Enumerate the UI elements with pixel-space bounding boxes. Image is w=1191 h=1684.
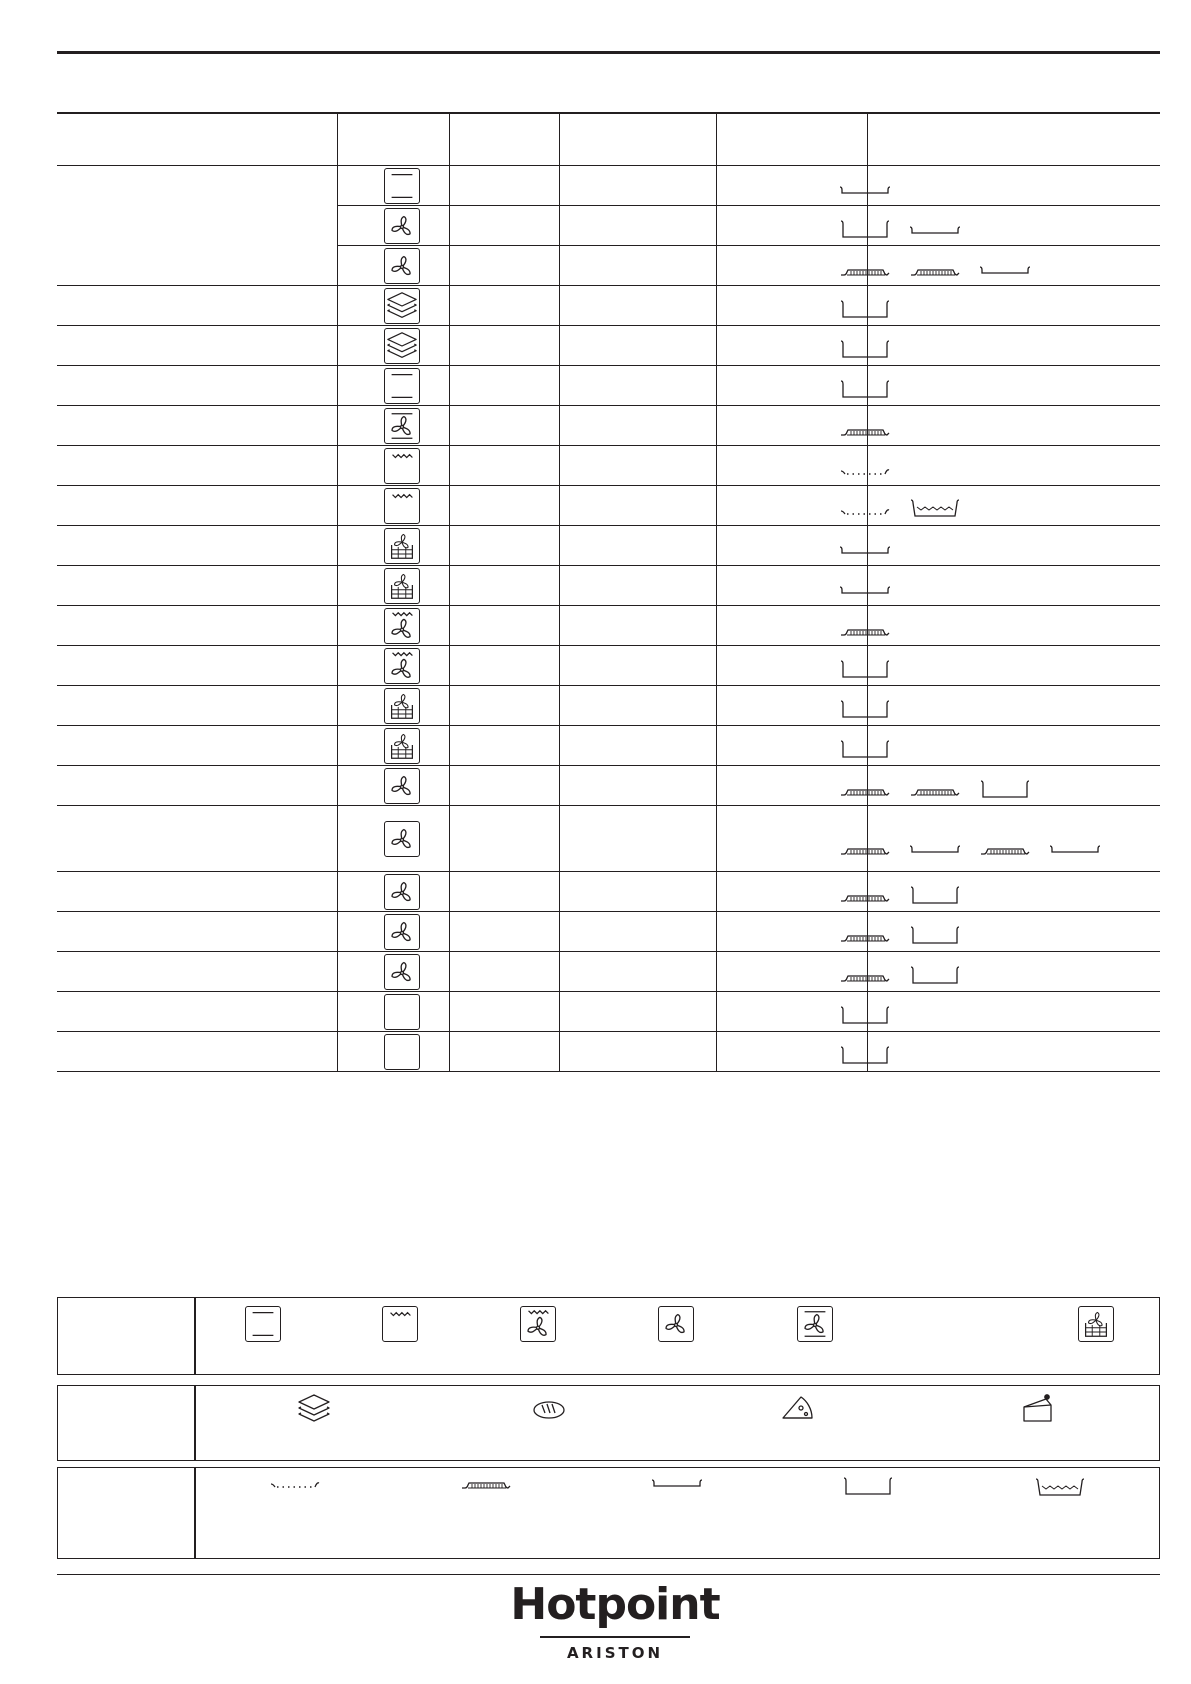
cake-tin-icon <box>839 1005 891 1030</box>
column-divider <box>559 606 560 645</box>
cake-tin-icon <box>842 1476 894 1501</box>
eco-forced-air-icon <box>384 568 420 604</box>
wire-shelf-icon <box>909 263 961 284</box>
column-divider <box>449 486 450 525</box>
eco-forced-air-icon <box>384 688 420 724</box>
cake-tin-icon <box>909 965 961 990</box>
column-divider <box>449 726 450 765</box>
column-divider <box>559 566 560 605</box>
brand-logo <box>500 1578 730 1678</box>
column-divider <box>449 952 450 991</box>
logo-subtitle: ARISTON <box>566 1644 664 1662</box>
wire-shelf-icon <box>839 889 891 910</box>
column-divider <box>716 114 717 165</box>
column-divider <box>337 646 338 685</box>
column-divider <box>449 286 450 325</box>
cake-tin-icon <box>909 925 961 950</box>
column-divider <box>449 206 450 245</box>
cake-icon <box>1020 1391 1056 1427</box>
column-divider <box>449 446 450 485</box>
column-divider <box>716 326 717 365</box>
column-divider <box>449 566 450 605</box>
baking-tray-icon <box>839 583 891 604</box>
column-divider <box>716 952 717 991</box>
cake-tin-icon <box>839 339 891 364</box>
column-divider <box>716 912 717 951</box>
column-divider <box>449 526 450 565</box>
column-divider <box>449 646 450 685</box>
legend-food-box <box>57 1385 1160 1461</box>
column-divider <box>337 246 338 285</box>
column-divider <box>559 486 560 525</box>
baking-tray-icon <box>979 263 1031 284</box>
baking-tray-icon <box>1049 842 1101 863</box>
column-divider <box>559 992 560 1031</box>
column-divider <box>337 526 338 565</box>
layered-food-icon <box>384 288 420 324</box>
bread-icon <box>531 1391 567 1427</box>
column-divider <box>449 606 450 645</box>
column-divider <box>337 726 338 765</box>
cake-tin-icon <box>839 299 891 324</box>
turbo-grill-icon <box>520 1306 556 1342</box>
column-divider <box>449 1032 450 1071</box>
grill-rack-icon <box>839 503 891 524</box>
column-divider <box>337 912 338 951</box>
wire-shelf-icon <box>909 783 961 804</box>
table-row <box>57 1032 1160 1072</box>
column-divider <box>337 992 338 1031</box>
cake-tin-icon <box>839 659 891 684</box>
column-divider <box>716 606 717 645</box>
column-divider <box>337 686 338 725</box>
convection-bake-icon <box>384 408 420 444</box>
column-divider <box>716 992 717 1031</box>
column-divider <box>337 326 338 365</box>
forced-air-icon <box>384 248 420 284</box>
column-divider <box>559 246 560 285</box>
turbo-grill-icon <box>384 608 420 644</box>
column-divider <box>449 872 450 911</box>
column-divider <box>337 114 338 165</box>
table-row <box>57 606 1160 646</box>
column-divider <box>559 286 560 325</box>
pizza-icon <box>779 1391 815 1427</box>
table-row <box>57 912 1160 952</box>
wire-shelf-icon <box>839 623 891 644</box>
table-row <box>57 486 1160 526</box>
column-divider <box>559 912 560 951</box>
column-divider <box>559 446 560 485</box>
column-divider <box>337 766 338 805</box>
legend-separator <box>194 1298 196 1374</box>
column-divider <box>716 1032 717 1071</box>
forced-air-icon <box>658 1306 694 1342</box>
column-divider <box>559 1032 560 1071</box>
eco-forced-air-icon <box>384 528 420 564</box>
column-divider <box>716 366 717 405</box>
forced-air-icon <box>384 874 420 910</box>
grill-rack-icon <box>839 463 891 484</box>
column-divider <box>449 114 450 165</box>
table-row <box>57 766 1160 806</box>
conventional-icon <box>384 168 420 204</box>
column-divider <box>716 206 717 245</box>
eco-forced-air-icon <box>384 728 420 764</box>
column-divider <box>337 206 338 245</box>
eco-forced-air-icon <box>1078 1306 1114 1342</box>
table-row <box>57 246 1160 286</box>
conventional-icon <box>384 368 420 404</box>
conventional-icon <box>245 1306 281 1342</box>
baking-tray-icon <box>909 842 961 863</box>
column-divider <box>337 166 338 205</box>
cake-tin-icon <box>909 885 961 910</box>
column-divider <box>559 646 560 685</box>
column-divider <box>449 166 450 205</box>
column-divider <box>337 446 338 485</box>
grill-rack-icon <box>269 1476 321 1497</box>
legend-separator <box>194 1468 196 1558</box>
wire-shelf-icon <box>839 929 891 950</box>
layered-food-icon <box>384 328 420 364</box>
column-divider <box>337 1032 338 1071</box>
forced-air-icon <box>384 208 420 244</box>
column-divider <box>337 366 338 405</box>
table-row <box>57 366 1160 406</box>
table-row <box>57 406 1160 446</box>
wire-shelf-icon <box>460 1476 512 1497</box>
grill-icon <box>384 488 420 524</box>
column-divider <box>716 726 717 765</box>
cake-tin-icon <box>839 699 891 724</box>
cake-tin-icon <box>979 779 1031 804</box>
baking-tray-icon <box>839 183 891 204</box>
column-divider <box>559 406 560 445</box>
column-divider <box>559 526 560 565</box>
column-divider <box>337 566 338 605</box>
column-divider <box>449 912 450 951</box>
column-divider <box>716 486 717 525</box>
table-row <box>57 206 1160 246</box>
grill-icon <box>382 1306 418 1342</box>
column-divider <box>449 766 450 805</box>
legend-functions-box <box>57 1297 1160 1375</box>
cooking-table <box>57 114 1160 1072</box>
column-divider <box>559 326 560 365</box>
cake-tin-icon <box>839 1045 891 1070</box>
column-divider <box>559 206 560 245</box>
cake-tin-icon <box>839 219 891 244</box>
column-divider <box>716 646 717 685</box>
grill-icon <box>384 448 420 484</box>
column-divider <box>716 806 717 871</box>
top-rule <box>57 51 1160 54</box>
wire-shelf-icon <box>979 842 1031 863</box>
wire-shelf-icon <box>839 842 891 863</box>
table-row <box>57 726 1160 766</box>
table-row <box>57 806 1160 872</box>
column-divider <box>559 686 560 725</box>
column-divider <box>337 606 338 645</box>
column-divider <box>559 806 560 871</box>
wire-shelf-icon <box>839 969 891 990</box>
table-row <box>57 992 1160 1032</box>
column-divider <box>449 806 450 871</box>
cake-tin-icon <box>839 379 891 404</box>
column-divider <box>337 952 338 991</box>
blank-icon <box>384 994 420 1030</box>
table-row <box>57 446 1160 486</box>
wire-shelf-icon <box>839 263 891 284</box>
column-divider <box>559 366 560 405</box>
blank-icon <box>384 1034 420 1070</box>
footer-rule <box>57 1574 1160 1575</box>
column-divider <box>337 406 338 445</box>
table-row <box>57 526 1160 566</box>
column-divider <box>559 766 560 805</box>
column-divider <box>337 286 338 325</box>
column-divider <box>716 166 717 205</box>
table-row <box>57 952 1160 992</box>
column-divider <box>559 726 560 765</box>
forced-air-icon <box>384 914 420 950</box>
column-divider <box>716 566 717 605</box>
column-divider <box>337 806 338 871</box>
convection-bake-icon <box>797 1306 833 1342</box>
column-divider <box>337 486 338 525</box>
forced-air-icon <box>384 954 420 990</box>
wire-shelf-icon <box>839 783 891 804</box>
forced-air-icon <box>384 768 420 804</box>
layered-food-icon <box>296 1391 332 1427</box>
column-divider <box>449 326 450 365</box>
drip-tray-icon <box>909 497 961 524</box>
wire-shelf-icon <box>839 423 891 444</box>
column-divider <box>716 686 717 725</box>
logo-divider <box>540 1636 690 1638</box>
baking-tray-icon <box>651 1476 703 1497</box>
column-divider <box>559 114 560 165</box>
column-divider <box>449 686 450 725</box>
column-divider <box>716 766 717 805</box>
table-row <box>57 286 1160 326</box>
column-divider <box>559 872 560 911</box>
table-row <box>57 686 1160 726</box>
legend-separator <box>194 1386 196 1460</box>
column-divider <box>716 526 717 565</box>
legend-accessories-box <box>57 1467 1160 1559</box>
logo-wordmark: Hotpoint <box>510 1579 720 1630</box>
column-divider <box>716 286 717 325</box>
turbo-grill-icon <box>384 648 420 684</box>
column-divider <box>449 406 450 445</box>
column-divider <box>449 246 450 285</box>
table-row <box>57 872 1160 912</box>
cake-tin-icon <box>839 739 891 764</box>
column-divider <box>337 872 338 911</box>
forced-air-icon <box>384 821 420 857</box>
baking-tray-icon <box>909 223 961 244</box>
table-header-row <box>57 114 1160 166</box>
column-divider <box>449 992 450 1031</box>
baking-tray-icon <box>839 543 891 564</box>
table-row <box>57 646 1160 686</box>
column-divider <box>716 406 717 445</box>
column-divider <box>449 366 450 405</box>
column-divider <box>716 246 717 285</box>
table-row <box>57 166 1160 206</box>
column-divider <box>559 952 560 991</box>
column-divider <box>559 166 560 205</box>
table-row <box>57 326 1160 366</box>
column-divider <box>867 114 868 165</box>
column-divider <box>716 872 717 911</box>
table-row <box>57 566 1160 606</box>
drip-tray-icon <box>1034 1476 1086 1503</box>
column-divider <box>716 446 717 485</box>
